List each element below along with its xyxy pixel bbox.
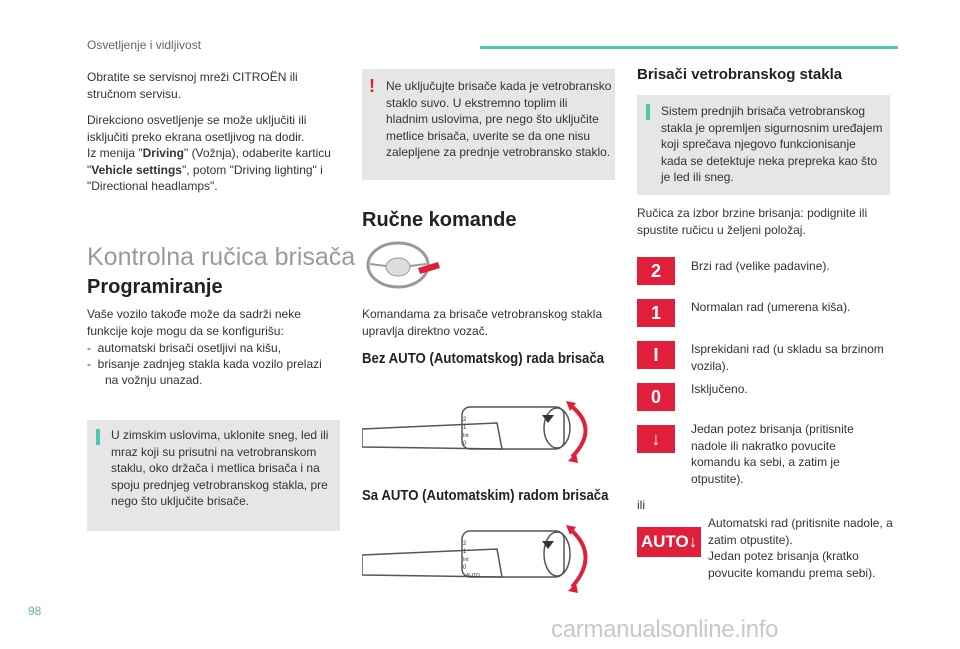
directional-text-1: Direkciono osvetljenje se može uključiti ili isključiti preko ekrana osetljivog na dodir. xyxy=(87,113,307,144)
programming-item-1: - automatski brisači osetljivi na kišu, xyxy=(87,341,282,355)
single-wipe-text: Jedan potez brisanja (pritisnite nadole ili nakratko povucite komandu ka sebi, a zatim je otpustite). xyxy=(691,422,854,486)
stalk-label-1: 1 xyxy=(463,425,467,431)
mode-int-text: Isprekidani rad (u skladu sa brzinom vozila). xyxy=(691,342,884,373)
stalk-auto-label-int: Int xyxy=(463,557,469,563)
mode-2-text: Brzi rad (velike padavine). xyxy=(691,259,830,273)
no-auto-heading: Bez AUTO (Automatskog) rada brisača xyxy=(362,350,605,367)
stalk-auto-label-2: 2 xyxy=(463,541,467,547)
info-marker-icon-2 xyxy=(646,104,650,120)
stalk-label-int: Int xyxy=(463,433,469,439)
stalk-label-2: 2 xyxy=(463,417,467,423)
mode-int-icon: I xyxy=(637,341,675,369)
page-number: 98 xyxy=(28,604,42,618)
safety-note xyxy=(637,95,890,195)
directional-text-2: Iz menija "Driving" (Vožnja), odaberite karticu "Vehicle settings", potom "Driving lighting" i "Directional headlamps". xyxy=(87,146,331,193)
mode-0-text: Isključeno. xyxy=(691,382,748,396)
wiper-stalk-auto-illustration xyxy=(362,519,607,599)
warning-exclamation-icon: ! xyxy=(369,76,375,96)
manual-controls-text: Komandama za brisače vetrobranskog stakla upravlja direktno vozač. xyxy=(362,307,603,338)
winter-note xyxy=(87,420,340,531)
or-text: ili xyxy=(637,498,645,512)
manual-controls-heading: Ručne komande xyxy=(362,209,517,231)
programming-text: Vaše vozilo takođe može da sadrži neke funkcije koje mogu da se konfigurišu: xyxy=(87,307,301,338)
stalk-auto-label-1: 1 xyxy=(463,549,467,555)
wipers-heading: Brisači vetrobranskog stakla xyxy=(637,66,843,83)
mode-0-icon: 0 xyxy=(637,383,675,411)
warning-note xyxy=(362,69,615,180)
programming-heading: Programiranje xyxy=(87,276,223,298)
auto-mode-icon: AUTO↓ xyxy=(637,527,701,557)
with-auto-heading: Sa AUTO (Automatskim) radom brisača xyxy=(362,487,609,504)
single-wipe-arrow-icon: ↓ xyxy=(637,425,675,453)
mode-2-icon: 2 xyxy=(637,257,675,285)
watermark: carmanualsonline.info xyxy=(551,616,779,643)
stalk-auto-label-auto: AUTO xyxy=(466,573,480,579)
section-heading: Kontrolna ručica brisača xyxy=(87,243,356,271)
section-header: Osvetljenje i vidljivost xyxy=(87,38,202,52)
mode-1-text: Normalan rad (umerena kiša). xyxy=(691,300,851,314)
stalk-auto-label-0: 0 xyxy=(463,565,467,571)
header-accent-bar xyxy=(480,46,898,49)
mode-1-icon: 1 xyxy=(637,299,675,327)
programming-item-2-cont: na vožnju unazad. xyxy=(105,373,203,387)
safety-note-text: Sistem prednjih brisača vetrobranskog stakla je opremljen sigurnosnim uređajem koji sprečava njegovo funkcionisanje kada se detektuje neka prepreka kao što je led ili sneg. xyxy=(661,104,883,184)
info-marker-icon xyxy=(96,429,100,445)
wiper-stalk-illustration xyxy=(362,393,607,468)
auto-mode-text-2: Jedan potez brisanja (kratko povucite komandu prema sebi). xyxy=(708,549,876,580)
intro-text: Obratite se servisnoj mreži CITROËN ili stručnom servisu. xyxy=(87,70,298,101)
programming-item-2: - brisanje zadnjeg stakla kada vozilo prelazi xyxy=(87,357,322,371)
winter-note-text: U zimskim uslovima, uklonite sneg, led ili mraz koji su prisutni na vetrobranskom staklu, oko držača i metlica brisača i na spoju prednjeg vetrobranskog stakla, pre nego što uključite brisače. xyxy=(111,428,329,508)
lever-text: Ručica za izbor brzine brisanja: podignite ili spustite ručicu u željeni položaj. xyxy=(637,206,868,237)
stalk-label-0: 0 xyxy=(463,441,467,447)
auto-mode-text-1: Automatski rad (pritisnite nadole, a zatim otpustite). xyxy=(708,516,893,547)
warning-note-text: Ne uključujte brisače kada je vetrobransko staklo suvo. U ekstremno toplim ili hladnim uslovima, pre nego što uključite metlice brisača, uverite se da one nisu zalepljene za prednje vetrobransko staklo. xyxy=(386,79,612,159)
steering-wheel-illustration xyxy=(362,240,442,290)
